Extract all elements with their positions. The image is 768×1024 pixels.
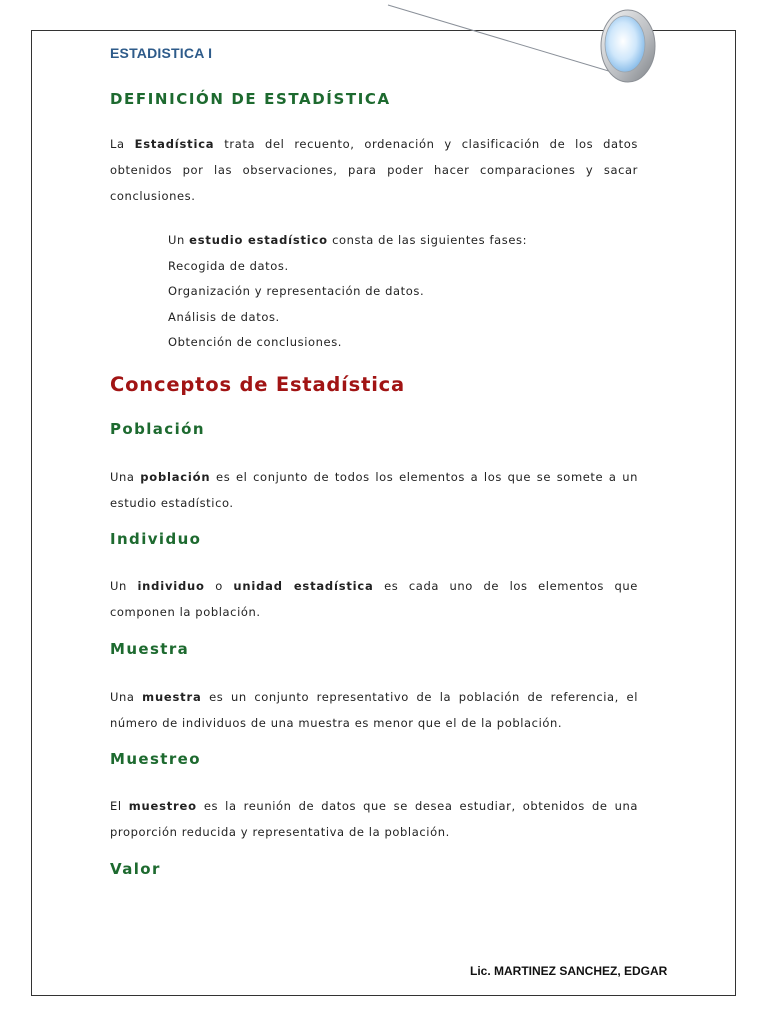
study-phases-list bbox=[168, 228, 527, 356]
footer-author: Lic. MARTINEZ SANCHEZ, EDGAR bbox=[470, 964, 668, 978]
muestra-paragraph: Una muestra es un conjunto representativo de la población de referencia, el número de individuos de una muestra es menor que el de la población. bbox=[110, 690, 639, 730]
phase-item: Organización y representación de datos. bbox=[168, 284, 425, 298]
individuo-paragraph: Un individuo o unidad estadística es cada uno de los elementos que componen la población. bbox=[110, 579, 638, 619]
decorative-lens-graphic bbox=[380, 0, 680, 90]
phase-item: Análisis de datos. bbox=[168, 309, 280, 324]
muestreo-heading: Muestreo bbox=[110, 750, 201, 768]
phase-item: Recogida de datos. bbox=[168, 258, 289, 273]
definition-paragraph: La Estadística trata del recuento, ordenación y clasificación de los datos obtenidos por las observaciones, para poder hacer comparaciones y sacar conclusiones. bbox=[110, 137, 638, 203]
poblacion-paragraph: Una población es el conjunto de todos los elementos a los que se somete a un estudio estadístico. bbox=[110, 470, 638, 510]
muestra-heading: Muestra bbox=[110, 640, 190, 658]
concepts-heading: Conceptos de Estadística bbox=[110, 373, 405, 396]
definition-heading: DEFINICIÓN DE ESTADÍSTICA bbox=[110, 90, 391, 108]
phases-intro: Un estudio estadístico consta de las siguientes fases: bbox=[168, 233, 528, 247]
valor-heading: Valor bbox=[110, 860, 161, 878]
phase-item: Obtención de conclusiones. bbox=[168, 335, 343, 349]
individuo-heading: Individuo bbox=[110, 530, 202, 548]
document-header-title: ESTADISTICA I bbox=[110, 45, 213, 61]
muestreo-paragraph: El muestreo es la reunión de datos que se desea estudiar, obtenidos de una proporción reducida y representativa de la población. bbox=[110, 799, 638, 839]
poblacion-heading: Población bbox=[110, 420, 205, 438]
